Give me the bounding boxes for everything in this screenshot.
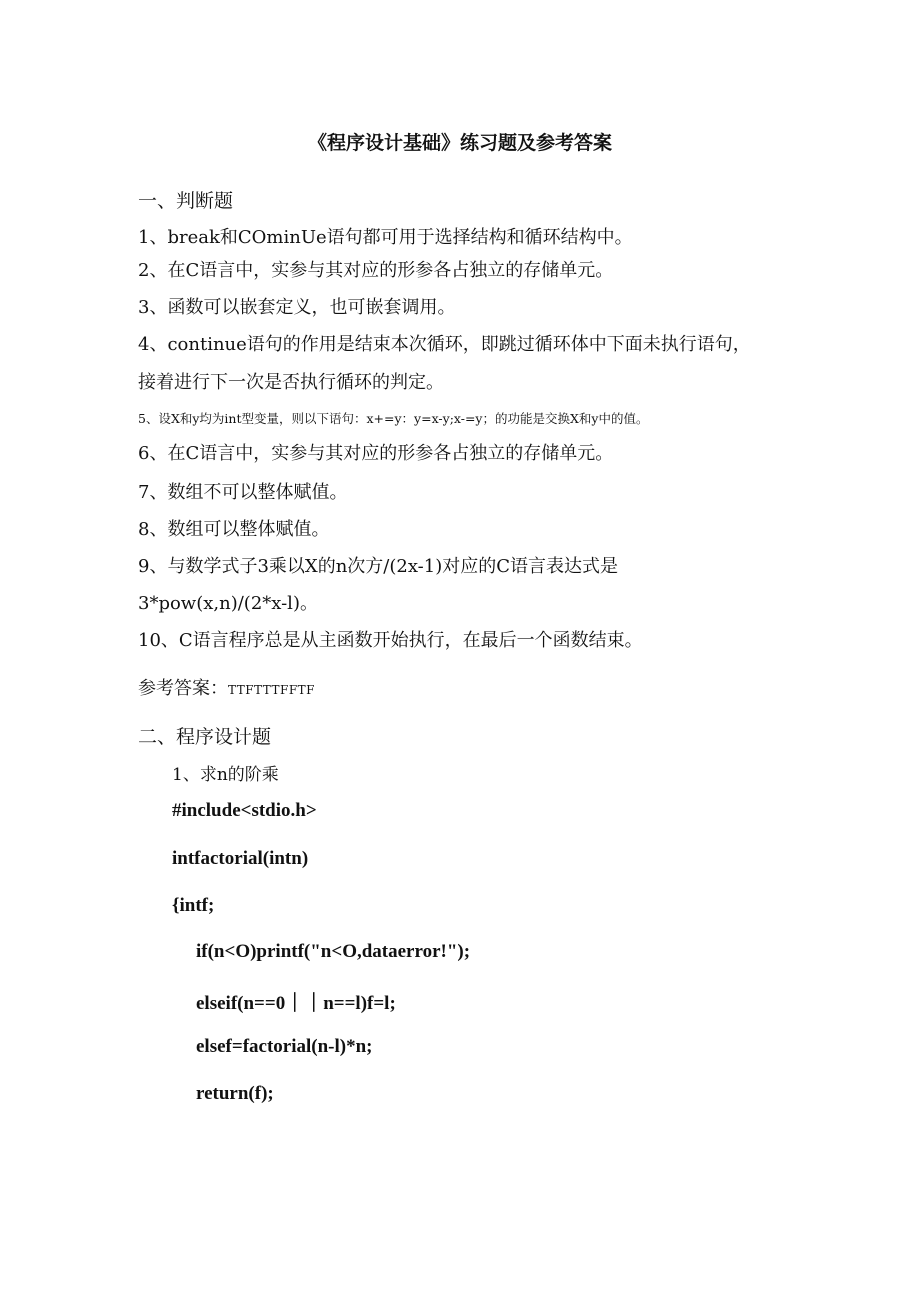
question-8: 8、数组可以整体赋值。: [138, 519, 330, 540]
question-10: 10、C语言程序总是从主函数开始执行，在最后一个函数结束。: [138, 630, 643, 651]
question-9-continued: 3*pow(x,n)∕(2*x-l)。: [138, 593, 318, 614]
question-4-continued: 接着进行下一次是否执行循环的判定。: [138, 372, 444, 393]
question-9: 9、与数学式子3乘以X的n次方/(2x-1)对应的C语言表达式是: [138, 556, 619, 577]
question-2: 2、在C语言中，实参与其对应的形参各占独立的存储单元。: [138, 260, 614, 281]
question-3: 3、函数可以嵌套定义，也可嵌套调用。: [138, 297, 456, 318]
document-title: 《程序设计基础》练习题及参考答案: [307, 132, 612, 154]
code-line-4: if(n<O)printf("n<O,dataerror!");: [196, 941, 471, 962]
code-line-1: #include<stdio.h>: [172, 800, 317, 821]
question-6: 6、在C语言中，实参与其对应的形参各占独立的存储单元。: [138, 443, 614, 464]
answer-line: [138, 674, 315, 700]
question-1: 1、break和COminUe语句都可用于选择结构和循环结构中。: [138, 227, 633, 248]
code-line-5: elseif(n==0｜｜n==l)f=l;: [196, 993, 396, 1014]
answer-value: TTFTTTFFTF: [228, 683, 315, 697]
code-line-3: {intf;: [172, 895, 215, 916]
question-7: 7、数组不可以整体赋值。: [138, 482, 348, 503]
code-line-6: elsef=factorial(n-l)*n;: [196, 1036, 373, 1057]
code-line-2: intfactorial(intn): [172, 848, 309, 869]
answer-label: 参考答案：: [138, 678, 228, 699]
problem-1-title: 1、求n的阶乘: [172, 765, 279, 785]
code-line-7: return(f);: [196, 1083, 274, 1104]
section-heading-true-false: 一、判断题: [138, 190, 234, 212]
question-4: 4、continue语句的作用是结束本次循环，即跳过循环体中下面未执行语句，: [138, 334, 751, 355]
question-5: 5、设X和y均为int型变量，则以下语句：x+=y：y=x-y;x-=y；的功能是交换X和y中的值。: [138, 411, 649, 426]
section-heading-programming: 二、程序设计题: [138, 726, 272, 748]
